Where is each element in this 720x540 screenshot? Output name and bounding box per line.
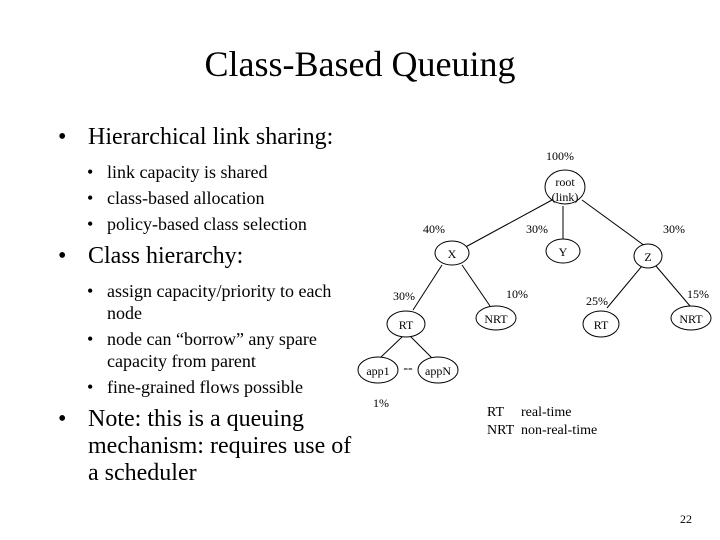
percent-app1: 1% — [373, 396, 389, 410]
percent-y: 30% — [526, 222, 548, 236]
edge-z-nrt — [656, 266, 690, 306]
percent-x-rt: 30% — [393, 289, 415, 303]
node-x-nrt-label: NRT — [484, 312, 508, 326]
abbreviation-legend — [487, 404, 597, 440]
edge-z-rt — [607, 266, 642, 308]
bullet-text: Hierarchical link sharing: — [88, 124, 334, 150]
percent-z-nrt: 15% — [687, 287, 709, 301]
bullet-text: Note: this is a queuing mechanism: requires use of a scheduler — [88, 406, 352, 486]
sub-bullet-text: assign capacity/priority to each node — [107, 281, 332, 323]
percent-z-rt: 25% — [586, 294, 608, 308]
node-x-label: X — [447, 247, 457, 261]
sub-bullet-dot: • — [87, 188, 94, 208]
node-y-label: Y — [558, 245, 568, 259]
bullet-dot: • — [58, 124, 67, 150]
sub-bullet-text: fine-grained flows possible — [107, 377, 303, 397]
sub-bullet-dot: • — [87, 377, 94, 397]
node-root-label-line2: (link) — [551, 190, 579, 204]
node-z-rt-label: RT — [593, 318, 609, 332]
percent-x: 40% — [423, 222, 445, 236]
apps-ellipsis: -- — [403, 361, 413, 376]
edge-x-nrt — [462, 265, 490, 306]
percent-z: 30% — [663, 222, 685, 236]
legend-row — [487, 404, 597, 422]
node-root-label-line1: root — [555, 175, 575, 189]
legend-meaning: non-real-time — [521, 423, 598, 438]
bullet-text: Class hierarchy: — [88, 243, 244, 269]
sub-bullet-text: link capacity is shared — [107, 162, 268, 182]
sub-bullet-dot: • — [87, 214, 94, 234]
node-z-nrt-label: NRT — [679, 312, 703, 326]
percent-root: 100% — [546, 149, 574, 163]
legend-row — [487, 422, 597, 440]
sub-bullet-dot: • — [87, 162, 94, 182]
edge-rt-appn — [410, 336, 432, 358]
edge-root-z — [582, 200, 645, 246]
legend-meaning: real-time — [521, 405, 572, 420]
edge-x-rt — [413, 265, 442, 310]
bullet-dot: • — [58, 406, 67, 432]
tree-nodes — [358, 170, 711, 383]
slide-title: Class-Based Queuing — [204, 44, 516, 84]
bullet-dot: • — [58, 243, 67, 269]
percent-x-nrt: 10% — [506, 287, 528, 301]
sub-bullet-text: node can “borrow” any spare capacity from parent — [107, 329, 317, 371]
sub-bullet-dot: • — [87, 329, 94, 349]
sub-bullet-dot: • — [87, 281, 94, 301]
node-z-label: Z — [644, 250, 652, 264]
legend-abbr: RT — [487, 405, 505, 420]
node-app1-label: app1 — [366, 364, 390, 378]
sub-bullet-text: class-based allocation — [107, 188, 265, 208]
node-x-rt-label: RT — [398, 318, 414, 332]
node-labels — [366, 175, 703, 378]
sub-bullet-text: policy-based class selection — [107, 214, 307, 234]
legend-abbr: NRT — [487, 423, 515, 438]
node-appn-label: appN — [425, 364, 451, 378]
page-number: 22 — [680, 512, 692, 526]
edge-rt-app1 — [380, 336, 403, 358]
